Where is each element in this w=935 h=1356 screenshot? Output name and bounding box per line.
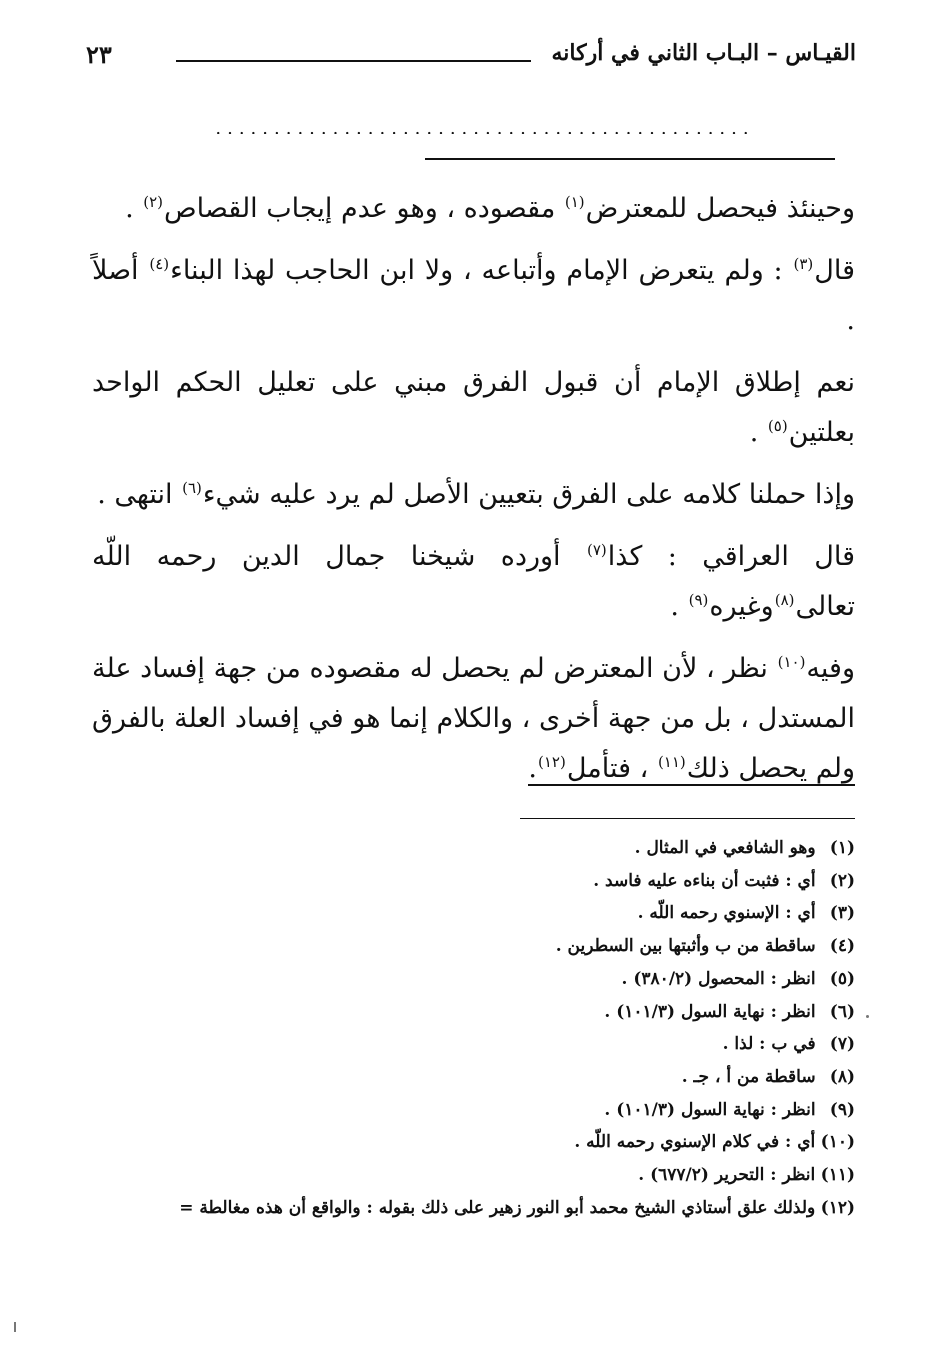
scan-speck	[866, 1015, 869, 1018]
footnote-number: (٥)	[829, 968, 855, 989]
footnote-ref: (٧)	[586, 541, 607, 559]
footnote-item	[80, 963, 855, 996]
footnote-item	[80, 1192, 855, 1225]
running-header-title: القيـاس – البـاب الثاني في أركانه	[551, 40, 856, 66]
text-run: .	[749, 417, 767, 448]
running-header	[86, 38, 856, 78]
footnote-ref: (٤)	[149, 255, 170, 273]
footnote-item	[80, 996, 855, 1029]
footnote-item	[80, 1094, 855, 1127]
text-run: وغيره	[709, 591, 774, 622]
footnote-item	[80, 1159, 855, 1192]
footnote-item	[80, 832, 855, 865]
text-run: .	[670, 591, 688, 622]
footnote-number: (١١)	[820, 1165, 855, 1186]
footnote-ref: (١)	[564, 193, 585, 211]
footnote-number: (١)	[829, 838, 855, 858]
footnote-text: ساقطة من ب وأثبتها بين السطرين .	[555, 936, 816, 957]
main-text	[92, 184, 855, 806]
footnote-ref: (٢)	[143, 193, 164, 211]
text-run: أصلاً .	[92, 255, 855, 336]
text-run: : ولم يتعرض الإمام وأتباعه ، ولا ابن الحاجب لهذا البناء	[170, 255, 793, 286]
footnotes	[80, 832, 855, 1224]
header-rule	[176, 60, 531, 62]
footnote-item	[80, 1061, 855, 1094]
footnote-item	[80, 1028, 855, 1061]
footnote-ref: (١٢)	[538, 753, 566, 771]
footnote-text: ساقطة من أ ، جـ .	[681, 1066, 816, 1087]
footnote-text: أي : الإسنوي رحمه اللّه .	[637, 903, 816, 924]
footnote-ref: (٣)	[793, 255, 814, 273]
text-run: قال العراقي : كذا	[607, 541, 855, 572]
footnote-number: (٧)	[829, 1034, 855, 1055]
footnote-text: انظر : المحصول (٣٨٠/٢) .	[621, 968, 816, 989]
footnote-text: انظر : نهاية السول (١٠١/٣) .	[604, 1099, 816, 1120]
footnote-text: في ب : لذا .	[722, 1034, 816, 1055]
footnote-item	[80, 865, 855, 898]
text-run: .	[125, 193, 143, 224]
paragraph	[92, 470, 855, 520]
text-run: .	[528, 753, 538, 784]
text-run: ولم يحصل ذلك	[686, 753, 855, 784]
scan-speck	[14, 1322, 16, 1332]
text-run: وحينئذ فيحصل للمعترض	[585, 193, 855, 224]
dotted-separator: ..............................................	[215, 118, 755, 134]
paragraph	[92, 246, 855, 346]
footnote-text: انظر : نهاية السول (١٠١/٣) .	[604, 1001, 816, 1022]
footnote-number: (٩)	[829, 1099, 855, 1120]
footnote-number: (٨)	[829, 1066, 855, 1087]
footnote-ref: (١١)	[657, 753, 686, 771]
footnote-ref: (٨)	[774, 591, 795, 609]
text-run: انتهى .	[97, 479, 182, 510]
footnote-number: (٣)	[829, 903, 855, 924]
footnote-ref: (٩)	[688, 591, 709, 609]
footnote-text: انظر : التحرير (٦٧٧/٢) .	[638, 1165, 816, 1186]
footnote-number: (١٢)	[820, 1197, 855, 1218]
footnote-text: أي : فثبت أن بناءه عليه فاسد .	[593, 870, 816, 891]
footnote-ref: (١٠)	[777, 653, 806, 671]
footnote-text: وهو الشافعي في المثال .	[634, 838, 816, 858]
text-run: مقصوده ، وهو عدم إيجاب القصاص	[164, 193, 564, 224]
footnote-number: (١٠)	[820, 1132, 855, 1153]
footnote-item	[80, 897, 855, 930]
footnote-number: (٦)	[829, 1001, 855, 1022]
text-run: نظر ، لأن المعترض لم يحصل له مقصوده من جهة إفساد علة المستدل ، بل من جهة أخرى ، والكلام إنما هو في إفساد العلة بالفرق	[92, 653, 855, 734]
paragraph	[92, 644, 855, 794]
footnote-item	[80, 930, 855, 963]
paragraph	[92, 358, 855, 458]
footnote-item	[80, 1126, 855, 1159]
footnote-text: ولذلك علق أستاذي الشيخ محمد أبو النور زهير على ذلك بقوله : والواقع أن هذه مغالطة =	[179, 1197, 816, 1218]
text-run: نعم إطلاق الإمام أن قبول الفرق مبني على تعليل الحكم الواحد بعلتين	[92, 367, 855, 448]
page-number: ٢٣	[86, 40, 112, 69]
text-run: ، فتأمل	[566, 753, 657, 784]
footnote-number: (٤)	[829, 936, 855, 957]
footnote-number: (٢)	[829, 870, 855, 891]
text-run: وفيه	[806, 653, 855, 684]
paragraph	[92, 532, 855, 632]
footnote-ref: (٦)	[182, 479, 202, 497]
footnote-text: أي : في كلام الإسنوي رحمه اللّه .	[574, 1132, 816, 1153]
text-run: قال	[814, 255, 855, 286]
paragraph	[92, 184, 855, 234]
text-run: أورده شيخنا جمال الدين رحمه اللّه تعالى	[92, 541, 855, 622]
text-run: وإذا حملنا كلامه على الفرق بتعيين الأصل لم يرد عليه شيء	[202, 479, 855, 510]
section-rule	[425, 158, 835, 160]
footnote-rule	[520, 818, 855, 819]
closing-line	[528, 753, 855, 786]
footnote-ref: (٥)	[767, 417, 788, 435]
